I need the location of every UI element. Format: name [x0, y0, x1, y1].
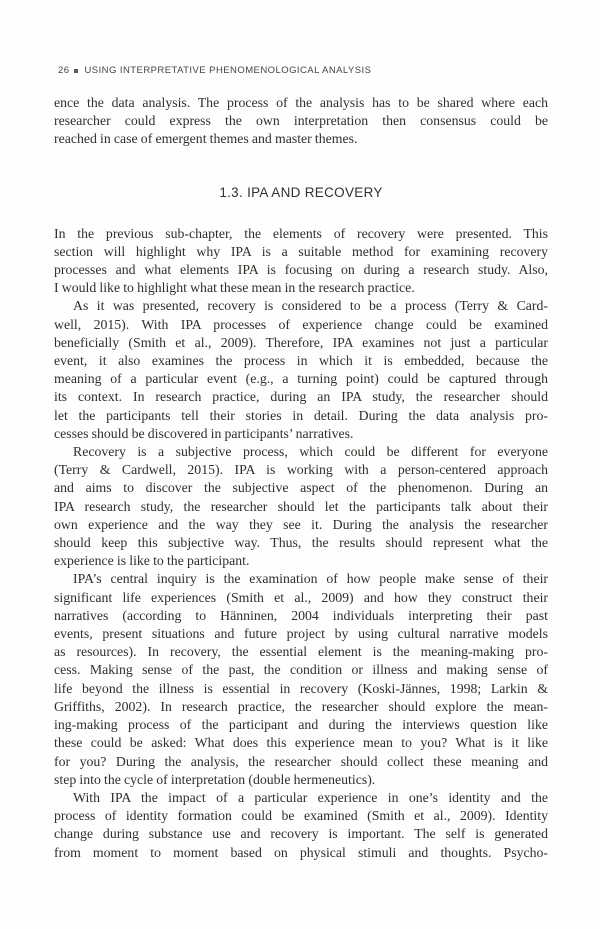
page-header: [58, 65, 548, 76]
text-line: step into the cycle of interpretation (double hermeneutics).: [54, 771, 376, 787]
text-line: Griffiths, 2002). In research practice, the researcher should explore the mean-: [54, 698, 548, 714]
text-line: these could be asked: What does this experience mean to you? What is it like: [54, 735, 548, 751]
text-line: let the participants tell their stories in detail. During the data analysis pro-: [54, 407, 548, 423]
text-line: IPA research study, the researcher should let the participants talk about their: [54, 498, 548, 514]
section-heading: 1.3. IPA AND RECOVERY: [219, 184, 383, 200]
square-bullet-icon: [74, 69, 78, 73]
text-line: own experience and the way they see it. During the analysis the researcher: [54, 516, 548, 532]
text-line: and aims to discover the subjective aspect of the phenomenon. During an: [54, 480, 548, 496]
text-line: cess. Making sense of the past, the condition or illness and making sense of: [54, 662, 548, 678]
paragraph: [54, 225, 548, 298]
text-line: With IPA the impact of a particular experience in one’s identity and the: [73, 789, 548, 805]
text-line: As it was presented, recovery is considered to be a process (Terry & Card-: [73, 298, 548, 314]
text-line: I would like to highlight what these mean in the research practice.: [54, 280, 415, 296]
text-line: significant life experiences (Smith et al., 2009) and how they construct their: [54, 589, 548, 605]
text-line: ence the data analysis. The process of the analysis has to be shared where each: [54, 95, 548, 110]
text-line: section will highlight why IPA is a suitable method for examining recovery: [54, 243, 548, 259]
text-line: beneficially (Smith et al., 2009). Therefore, IPA examines not just a particular: [54, 334, 548, 350]
text-line: ing-making process of the participant and during the interviews question like: [54, 717, 548, 733]
text-line: meaning of a particular event (e.g., a turning point) could be captured through: [54, 371, 548, 387]
text-line: events, present situations and future project by using cultural narrative models: [54, 626, 548, 642]
text-line: should keep this subjective way. Thus, the results should represent what the: [54, 535, 548, 551]
text-line: as resources). In recovery, the essential element is the meaning-making pro-: [54, 644, 548, 660]
paragraph: [54, 570, 548, 788]
text-line: for you? During the analysis, the researcher should collect these meaning and: [54, 753, 548, 769]
text-line: change during substance use and recovery is important. The self is generated: [54, 826, 548, 842]
text-line: reached in case of emergent themes and master themes.: [54, 131, 358, 147]
text-line: from moment to moment based on physical stimuli and thoughts. Psycho-: [54, 844, 548, 860]
text-line: In the previous sub-chapter, the elements of recovery were presented. This: [54, 225, 548, 241]
paragraph: [54, 789, 548, 862]
text-line: narratives (according to Hänninen, 2004 individuals interpreting their past: [54, 607, 548, 623]
paragraph: [54, 94, 548, 149]
text-line: IPA’s central inquiry is the examination of how people make sense of their: [73, 571, 548, 587]
text-line: processes and what elements IPA is focusing on during a research study. Also,: [54, 262, 548, 278]
text-line: cesses should be discovered in participants’ narratives.: [54, 425, 354, 441]
text-line: event, it also examines the process in which it is embedded, because the: [54, 353, 548, 369]
text-line: its context. In research practice, during an IPA study, the researcher should: [54, 389, 548, 405]
paragraph: [54, 297, 548, 443]
text-line: experience is like to the participant.: [54, 553, 250, 569]
text-line: Recovery is a subjective process, which could be different for everyone: [73, 444, 548, 460]
running-title: USING INTERPRETATIVE PHENOMENOLOGICAL ANALYSIS: [84, 65, 372, 76]
text-line: (Terry & Cardwell, 2015). IPA is working with a person-centered approach: [54, 462, 548, 478]
page-content: [54, 94, 548, 862]
text-line: well, 2015). With IPA processes of experience change could be examined: [54, 316, 548, 332]
text-line: life beyond the illness is essential in recovery (Koski-Jännes, 1998; Larkin &: [54, 680, 548, 696]
text-line: researcher could express the own interpretation then consensus could be: [54, 113, 548, 129]
page-number: 26: [58, 65, 70, 76]
paragraph: [54, 443, 548, 570]
text-line: process of identity formation could be examined (Smith et al., 2009). Identity: [54, 808, 548, 824]
